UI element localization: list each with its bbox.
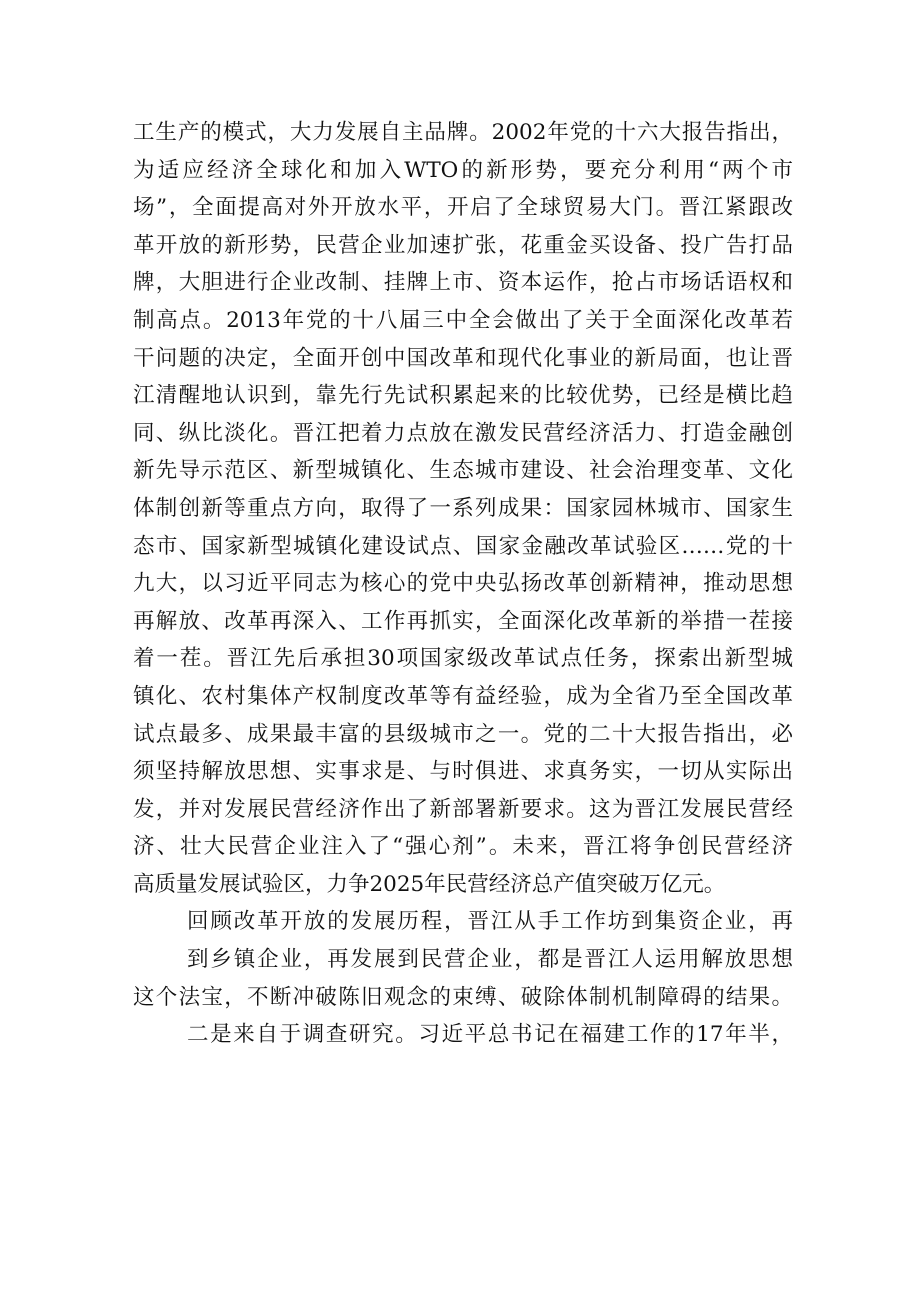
- text-line: 再解放、改革再深入、工作再抓实，全面深化改革新的举措一茬接: [133, 608, 793, 634]
- text-line: 新先导示范区、新型城镇化、生态城市建设、社会治理变革、文化: [133, 458, 793, 484]
- text-line: 场”，全面提高对外开放水平，开启了全球贸易大门。晋江紧跟改: [133, 195, 793, 221]
- paragraph-reform-history: [133, 114, 793, 903]
- text-line: 回顾改革开放的发展历程，晋江从手工作坊到集资企业，再: [187, 909, 793, 935]
- text-line: 为适应经济全球化和加入WTO的新形势，要充分利用“两个市: [133, 157, 793, 183]
- text-line: 态市、国家新型城镇化建设试点、国家金融改革试验区……党的十: [133, 533, 793, 559]
- text-line: 江清醒地认识到，靠先行先试积累起来的比较优势，已经是横比趋: [133, 383, 793, 409]
- text-line: 济、壮大民营企业注入了“强心剂”。未来，晋江将争创民营经济: [133, 834, 793, 860]
- text-line: 制高点。2013年党的十八届三中全会做出了关于全面深化改革若: [133, 307, 793, 333]
- text-line: 革开放的新形势，民营企业加速扩张，花重金买设备、投广告打品: [133, 232, 793, 258]
- text-line: 高质量发展试验区，力争2025年民营经济总产值突破万亿元。: [133, 871, 726, 897]
- text-line: 须坚持解放思想、实事求是、与时俱进、求真务实，一切从实际出: [133, 759, 793, 785]
- text-line: 工生产的模式，大力发展自主品牌。2002年党的十六大报告指出，: [133, 120, 793, 145]
- body-text: [133, 114, 793, 1054]
- text-line: 同、纵比淡化。晋江把着力点放在激发民营经济活力、打造金融创: [133, 420, 793, 446]
- paragraph-review: [133, 903, 793, 1016]
- paragraph-investigation: [133, 1016, 793, 1054]
- text-line: 镇化、农村集体产权制度改革等有益经验，成为全省乃至全国改革: [133, 683, 793, 709]
- text-line: 试点最多、成果最丰富的县级城市之一。党的二十大报告指出，必: [133, 721, 793, 747]
- text-line: 这个法宝，不断冲破陈旧观念的束缚、破除体制机制障碍的结果。: [133, 984, 793, 1010]
- text-line: 到乡镇企业，再发展到民营企业，都是晋江人运用解放思想: [187, 947, 793, 973]
- text-line: 发，并对发展民营经济作出了新部署新要求。这为晋江发展民营经: [133, 796, 793, 822]
- text-line: 体制创新等重点方向，取得了一系列成果：国家园林城市、国家生: [133, 495, 793, 521]
- text-line: 二是来自于调查研究。习近平总书记在福建工作的17年半，: [187, 1022, 793, 1048]
- text-line: 牌，大胆进行企业改制、挂牌上市、资本运作，抢占市场话语权和: [133, 270, 793, 296]
- text-line: 干问题的决定，全面开创中国改革和现代化事业的新局面，也让晋: [133, 345, 793, 371]
- text-line: 着一茬。晋江先后承担30项国家级改革试点任务，探索出新型城: [133, 646, 793, 672]
- text-line: 九大，以习近平同志为核心的党中央弘扬改革创新精神，推动思想: [133, 571, 793, 597]
